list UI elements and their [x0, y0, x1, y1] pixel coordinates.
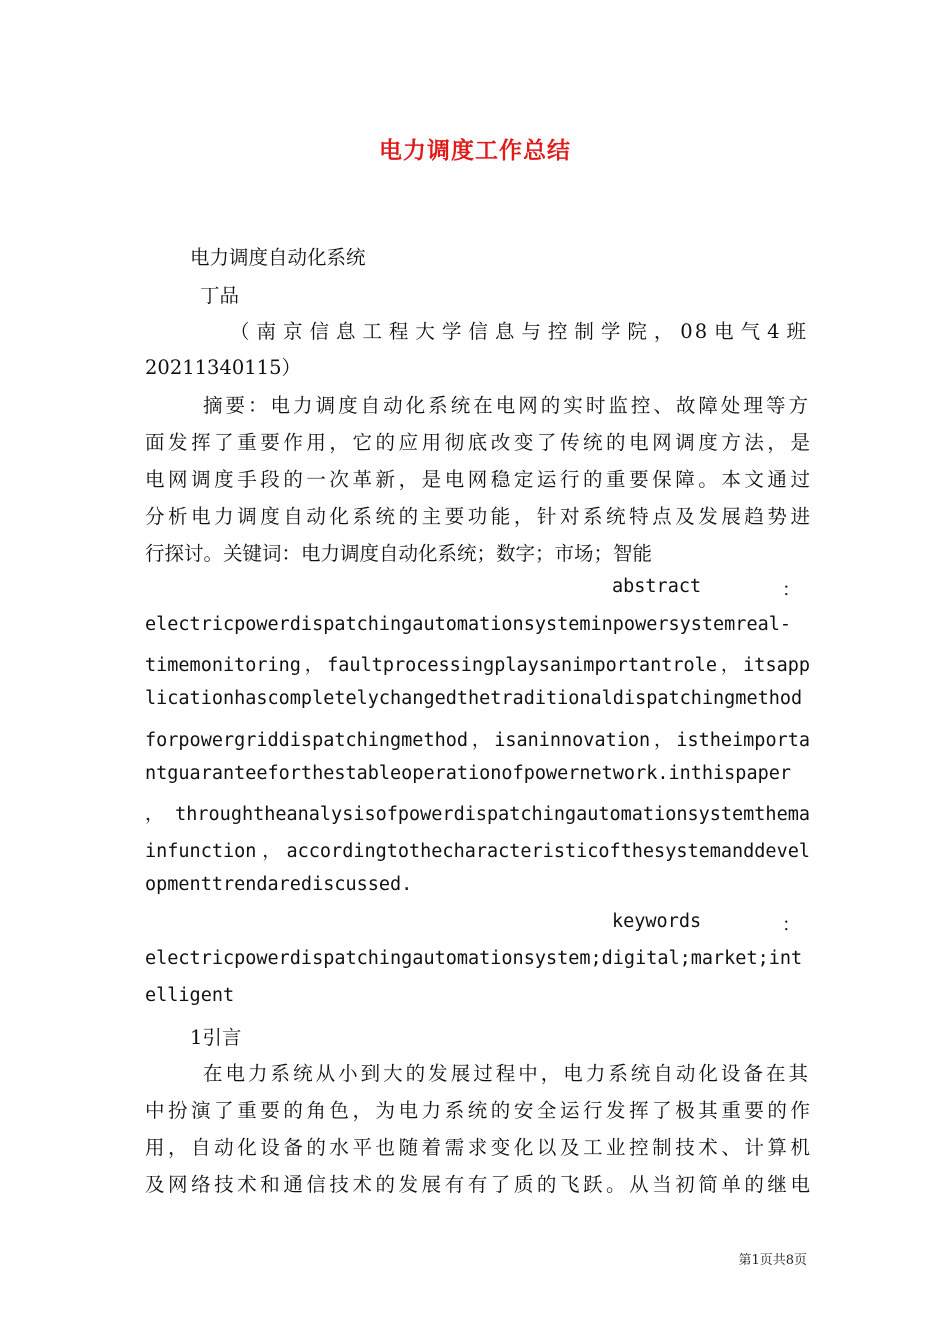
keywords-en-line: electricpowerdispatchingautomationsystem;digital;market;int	[145, 948, 803, 969]
keywords-colon: ：	[782, 915, 801, 936]
abstract-en-colon: ：	[782, 580, 801, 601]
abstract-cn-line: 行探讨。关键词：电力调度自动化系统；数字；市场；智能	[145, 542, 653, 565]
abstract-en-line: licationhascompletelychangedthetraditionaldispatchingmethod	[145, 688, 803, 709]
affiliation-line-1: （南京信息工程大学信息与控制学院，08电气4班	[230, 320, 808, 343]
affiliation-line-2: 20211340115）	[145, 356, 301, 379]
abstract-en-label: abstract	[612, 576, 702, 597]
abstract-cn-line: 分析电力调度自动化系统的主要功能，针对系统特点及发展趋势进	[145, 505, 810, 528]
subtitle: 电力调度自动化系统	[190, 246, 366, 269]
abstract-cn-line: 摘要：电力调度自动化系统在电网的实时监控、故障处理等方	[203, 394, 808, 417]
abstract-cn-line: 面发挥了重要作用，它的应用彻底改变了传统的电网调度方法，是	[145, 431, 810, 454]
section-1-line: 及网络技术和通信技术的发展有有了质的飞跃。从当初简单的继电	[145, 1173, 810, 1196]
abstract-en-line: forpowergriddispatchingmethod，isaninnovation，istheimporta	[145, 730, 810, 751]
section-1-line: 在电力系统从小到大的发展过程中，电力系统自动化设备在其	[203, 1062, 808, 1085]
keywords-label: keywords	[612, 911, 702, 932]
page-footer: 第1页共8页	[738, 1253, 807, 1268]
section-1-heading: 1引言	[190, 1026, 242, 1049]
abstract-en-line: opmenttrendarediscussed.	[145, 874, 413, 895]
abstract-en-line: ，throughtheanalysisofpowerdispatchingautomationsystemthema	[145, 804, 810, 825]
keywords-en-line: elligent	[145, 985, 235, 1006]
abstract-en-line: electricpowerdispatchingautomationsysteminpowersystemreal-	[145, 614, 792, 635]
abstract-en-line: timemonitoring，faultprocessingplaysanimportantrole，itsapp	[145, 655, 810, 676]
author: 丁品	[200, 284, 240, 307]
abstract-en-line: ntguaranteeforthestableoperationofpowernetwork.inthispaper	[145, 763, 792, 784]
abstract-cn-line: 电网调度手段的一次革新，是电网稳定运行的重要保障。本文通过	[145, 468, 810, 491]
abstract-en-line: infunction，accordingtothecharacteristicofthesystemanddevel	[145, 841, 810, 862]
section-1-line: 用，自动化设备的水平也随着需求变化以及工业控制技术、计算机	[145, 1136, 810, 1159]
document-title: 电力调度工作总结	[379, 138, 571, 164]
section-1-line: 中扮演了重要的角色，为电力系统的安全运行发挥了极其重要的作	[145, 1099, 810, 1122]
